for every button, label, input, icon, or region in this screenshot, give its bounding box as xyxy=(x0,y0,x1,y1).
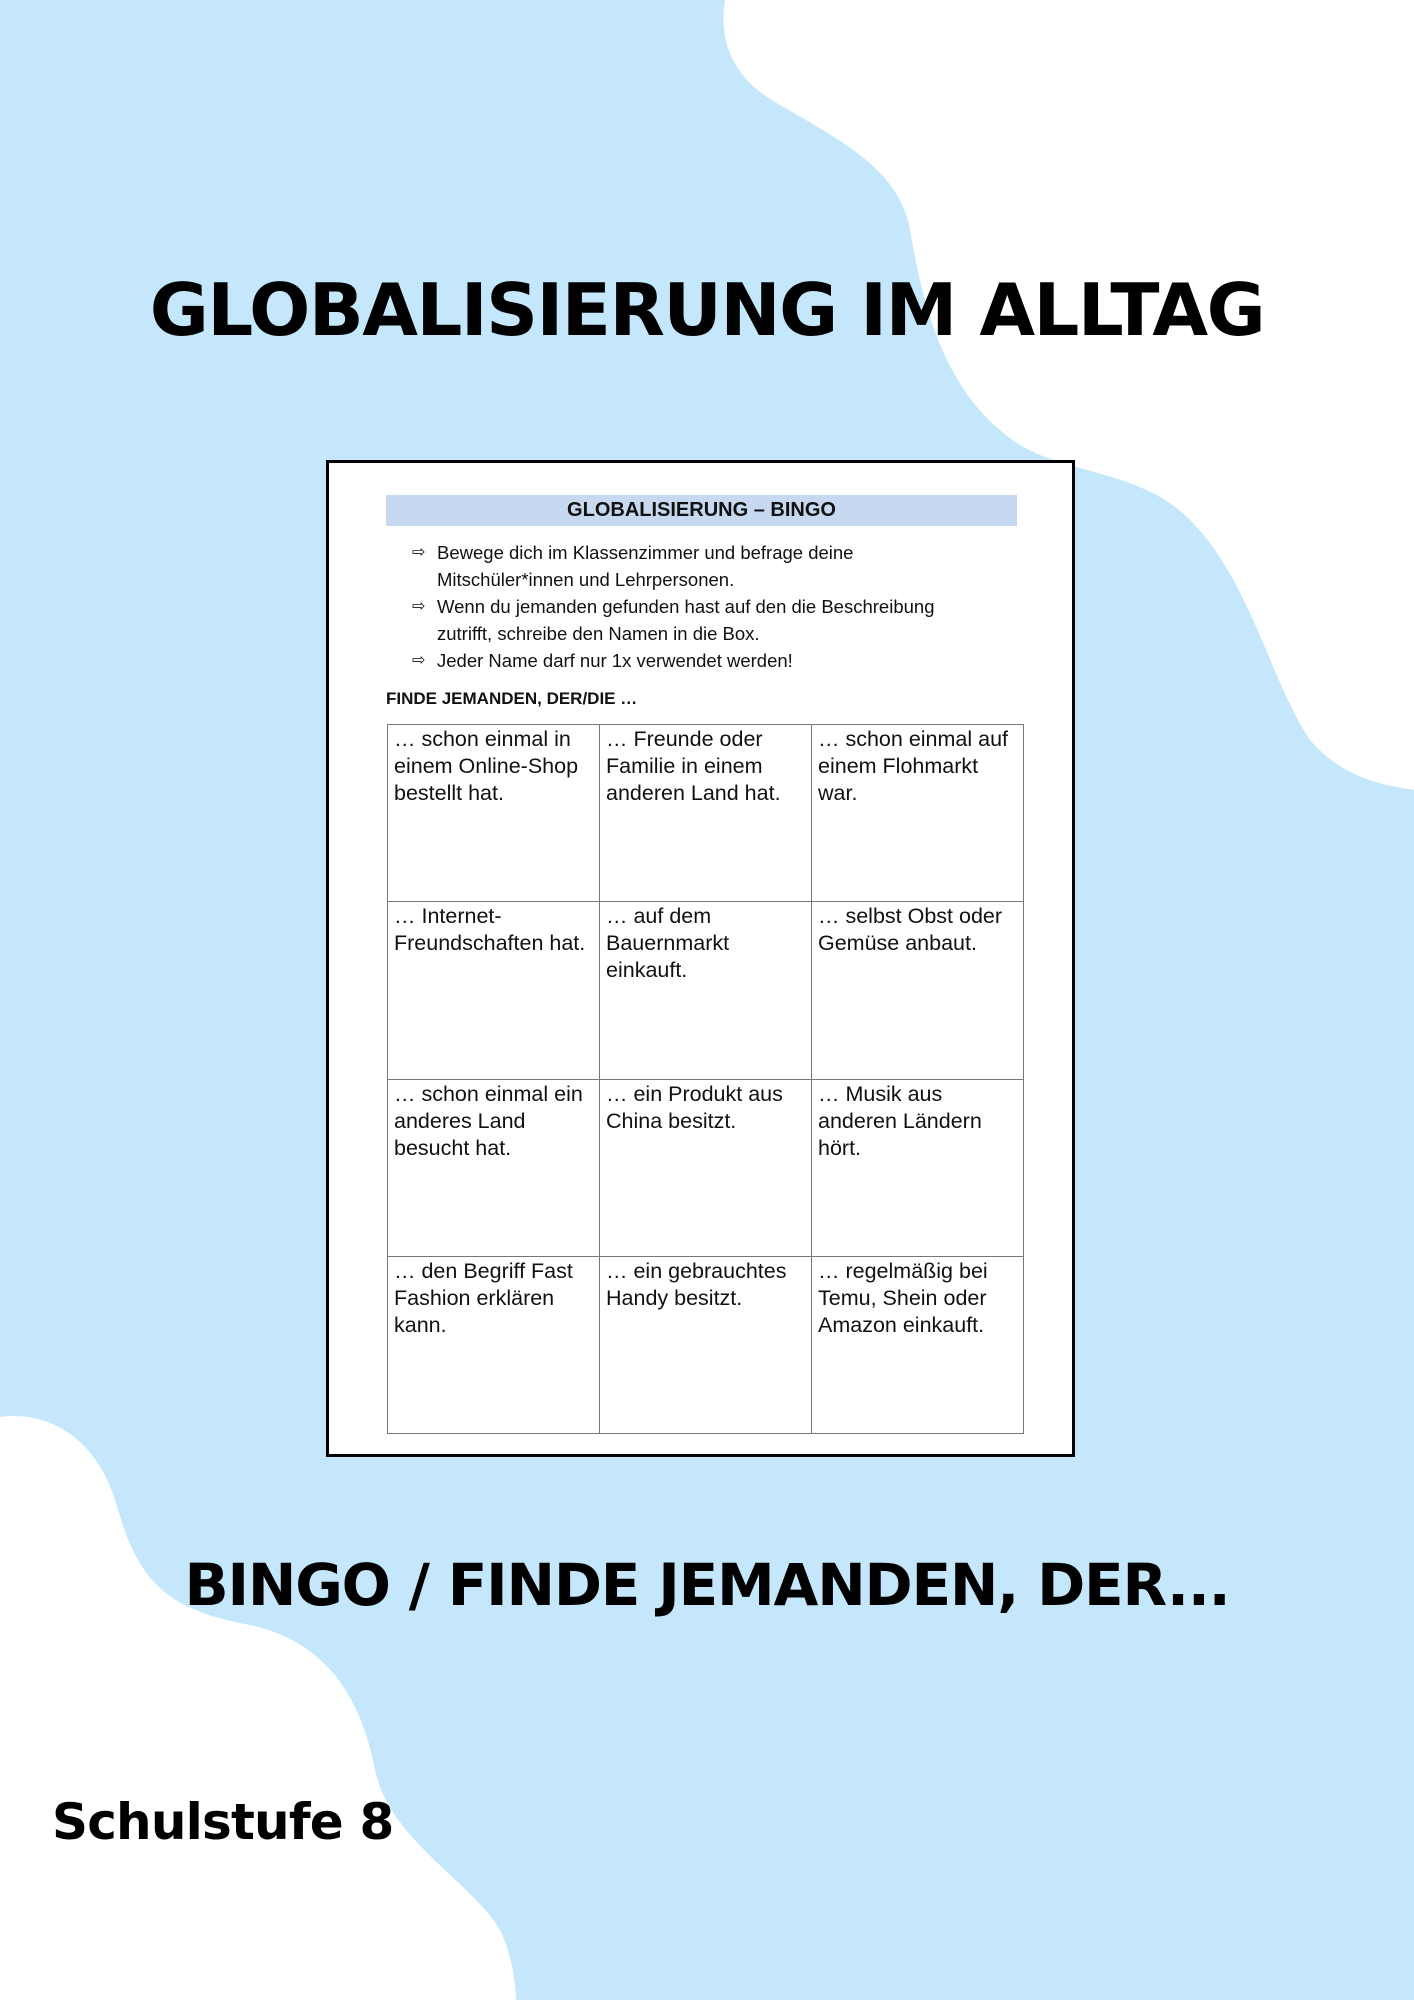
instruction-text: Bewege dich im Klassenzimmer und befrage deine Mitschüler*innen und Lehrpersonen. xyxy=(437,542,854,590)
arrow-right-icon: ⇨ xyxy=(412,544,426,561)
bingo-cell: … schon einmal in einem Online-Shop bestellt hat. xyxy=(388,725,600,902)
subtitle: BINGO / FINDE JEMANDEN, DER... xyxy=(184,1551,1230,1619)
worksheet-preview xyxy=(326,460,1075,1457)
grade-label: Schulstufe 8 xyxy=(52,1793,394,1851)
instruction-text: Wenn du jemanden gefunden hast auf den die Beschreibung zutrifft, schreibe den Namen in die Box. xyxy=(437,596,935,644)
worksheet-title: GLOBALISIERUNG – BINGO xyxy=(386,495,1017,526)
bingo-row xyxy=(388,1256,1024,1433)
bingo-cell: … den Begriff Fast Fashion erklären kann. xyxy=(388,1256,600,1433)
bingo-cell: … Freunde oder Familie in einem anderen Land hat. xyxy=(600,725,812,902)
bingo-cell: … ein gebrauchtes Handy besitzt. xyxy=(600,1256,812,1433)
instruction-item xyxy=(412,647,972,674)
bingo-row xyxy=(388,1079,1024,1256)
bingo-cell: … selbst Obst oder Gemüse anbaut. xyxy=(812,902,1024,1079)
bingo-cell: … schon einmal auf einem Flohmarkt war. xyxy=(812,725,1024,902)
instruction-list xyxy=(412,539,972,674)
instruction-item xyxy=(412,539,972,593)
arrow-right-icon: ⇨ xyxy=(412,598,426,615)
main-title: GLOBALISIERUNG IM ALLTAG xyxy=(149,268,1265,352)
find-someone-label: FINDE JEMANDEN, DER/DIE … xyxy=(386,689,638,708)
bingo-row xyxy=(388,725,1024,902)
bingo-row xyxy=(388,902,1024,1079)
bingo-grid xyxy=(387,724,1024,1434)
bottom-left-blob xyxy=(0,1416,516,2000)
instruction-item xyxy=(412,593,972,647)
bingo-cell: … ein Produkt aus China besitzt. xyxy=(600,1079,812,1256)
bingo-cell: … schon einmal ein anderes Land besucht hat. xyxy=(388,1079,600,1256)
instruction-text: Jeder Name darf nur 1x verwendet werden! xyxy=(437,650,793,671)
bingo-cell: … auf dem Bauernmarkt einkauft. xyxy=(600,902,812,1079)
arrow-right-icon: ⇨ xyxy=(412,652,426,669)
bingo-cell: … Internet-Freundschaften hat. xyxy=(388,902,600,1079)
bingo-cell: … regelmäßig bei Temu, Shein oder Amazon einkauft. xyxy=(812,1256,1024,1433)
bingo-cell: … Musik aus anderen Ländern hört. xyxy=(812,1079,1024,1256)
